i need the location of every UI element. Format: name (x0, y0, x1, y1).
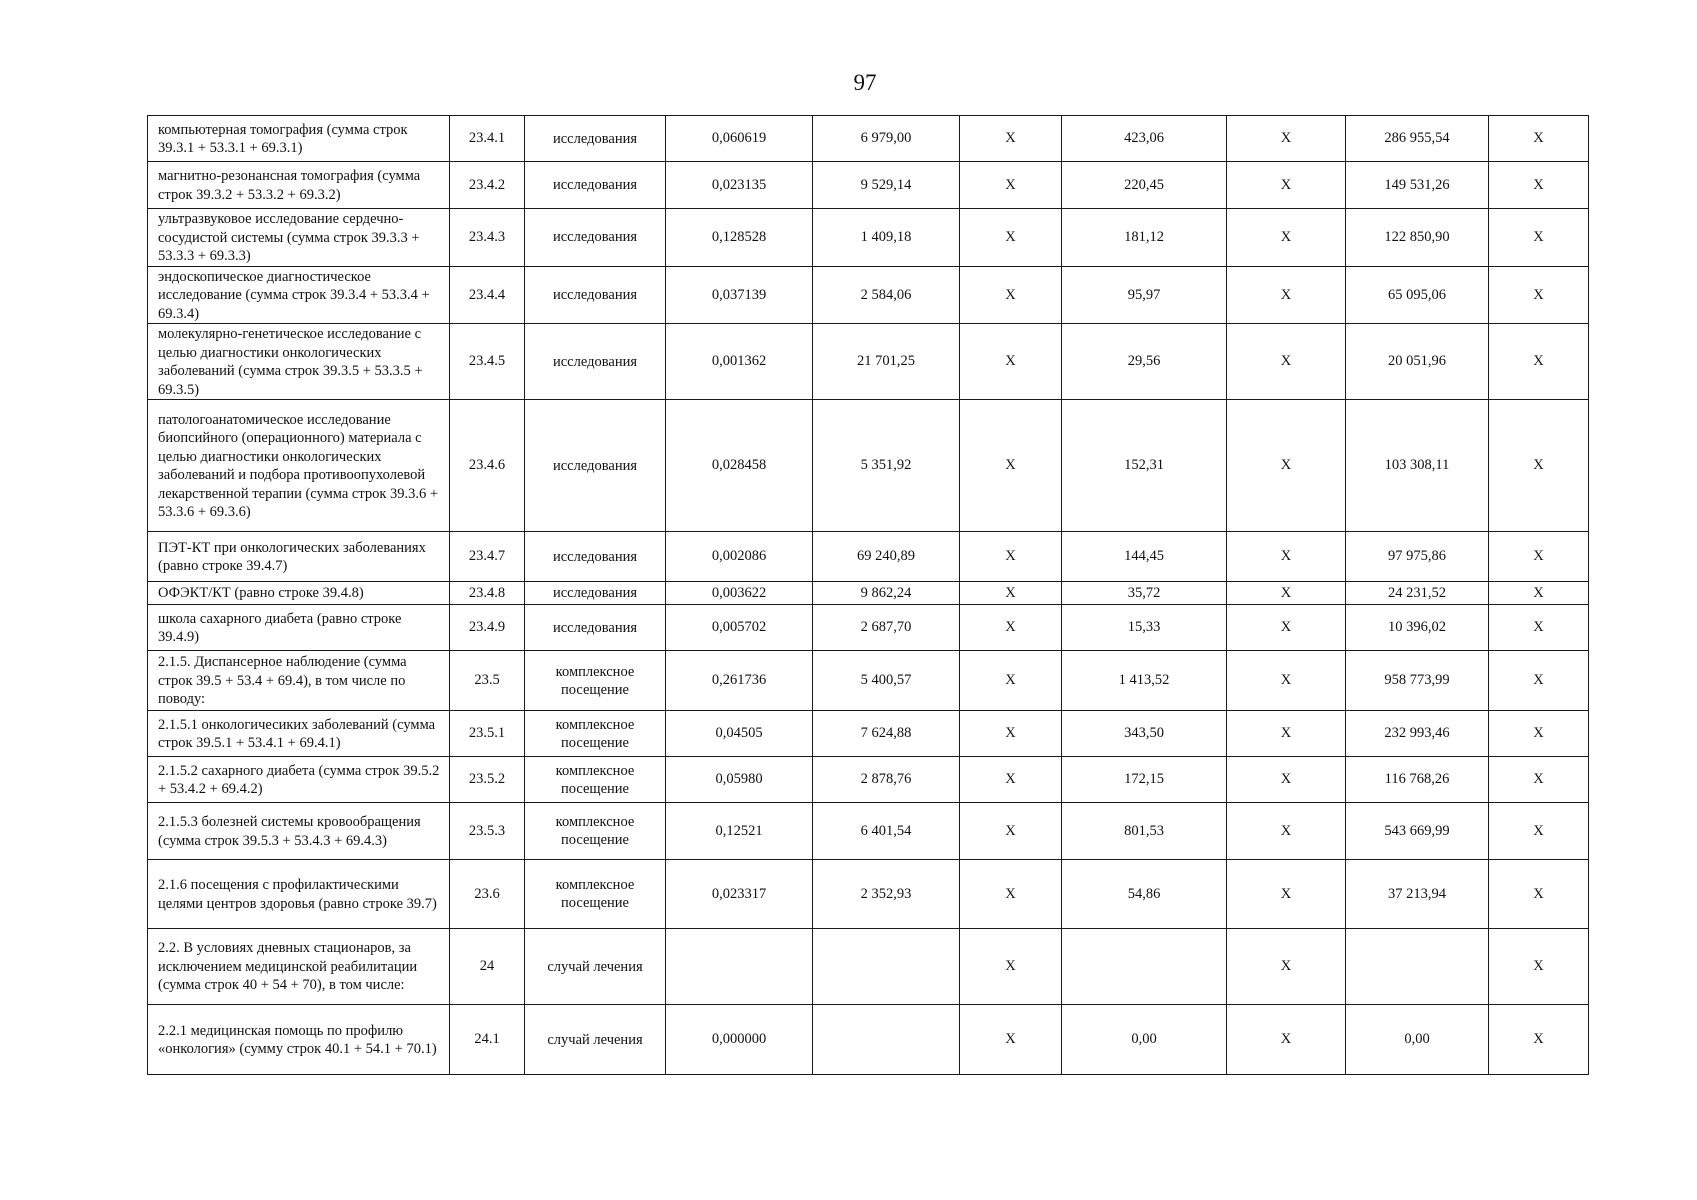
row-name: 2.1.6 посещения с профилактическими целями центров здоровья (равно строке 39.7) (148, 860, 450, 929)
row-total-value: 286 955,54 (1346, 116, 1489, 162)
row-x-mark: X (1489, 605, 1589, 651)
row-per-capita-value: 54,86 (1062, 860, 1227, 929)
row-unit: исследования (525, 209, 666, 267)
row-unit: комплексное посещение (525, 651, 666, 711)
row-unit: исследования (525, 266, 666, 324)
row-code: 23.4.3 (450, 209, 525, 267)
row-cost-value: 21 701,25 (813, 324, 960, 400)
row-total-value: 122 850,90 (1346, 209, 1489, 267)
row-code: 23.5.1 (450, 711, 525, 757)
row-total-value: 103 308,11 (1346, 400, 1489, 532)
row-x-mark: X (960, 651, 1062, 711)
row-x-mark: X (960, 116, 1062, 162)
row-code: 23.4.5 (450, 324, 525, 400)
row-name: эндоскопическое диагностическое исследование (сумма строк 39.3.4 + 53.3.4 + 69.3.4) (148, 266, 450, 324)
row-per-capita-value: 181,12 (1062, 209, 1227, 267)
table-body (148, 116, 1589, 1075)
row-norm-value: 0,023317 (666, 860, 813, 929)
row-norm-value: 0,12521 (666, 803, 813, 860)
row-x-mark: X (1489, 532, 1589, 582)
row-total-value: 10 396,02 (1346, 605, 1489, 651)
row-norm-value (666, 929, 813, 1005)
row-total-value (1346, 929, 1489, 1005)
row-x-mark: X (1489, 929, 1589, 1005)
row-per-capita-value: 95,97 (1062, 266, 1227, 324)
row-total-value: 20 051,96 (1346, 324, 1489, 400)
row-total-value: 0,00 (1346, 1005, 1489, 1075)
row-norm-value: 0,037139 (666, 266, 813, 324)
row-x-mark: X (1227, 929, 1346, 1005)
row-per-capita-value: 15,33 (1062, 605, 1227, 651)
table-row (148, 266, 1589, 324)
row-x-mark: X (1227, 266, 1346, 324)
row-x-mark: X (960, 532, 1062, 582)
table-row (148, 860, 1589, 929)
row-name: магнитно-резонансная томография (сумма строк 39.3.2 + 53.3.2 + 69.3.2) (148, 162, 450, 209)
row-cost-value: 9 862,24 (813, 582, 960, 605)
row-unit: случай лечения (525, 929, 666, 1005)
row-x-mark: X (1227, 803, 1346, 860)
row-norm-value: 0,003622 (666, 582, 813, 605)
row-cost-value (813, 929, 960, 1005)
row-x-mark: X (960, 400, 1062, 532)
row-unit: исследования (525, 532, 666, 582)
row-code: 24 (450, 929, 525, 1005)
table-row (148, 605, 1589, 651)
row-total-value: 149 531,26 (1346, 162, 1489, 209)
row-x-mark: X (1489, 711, 1589, 757)
row-unit: исследования (525, 605, 666, 651)
row-x-mark: X (1489, 116, 1589, 162)
row-x-mark: X (1227, 162, 1346, 209)
row-name: школа сахарного диабета (равно строке 39.4.9) (148, 605, 450, 651)
row-code: 24.1 (450, 1005, 525, 1075)
row-per-capita-value: 152,31 (1062, 400, 1227, 532)
row-x-mark: X (960, 1005, 1062, 1075)
data-table (147, 115, 1589, 1075)
row-unit: исследования (525, 324, 666, 400)
row-cost-value: 2 352,93 (813, 860, 960, 929)
row-norm-value: 0,128528 (666, 209, 813, 267)
row-total-value: 232 993,46 (1346, 711, 1489, 757)
row-unit: исследования (525, 400, 666, 532)
row-x-mark: X (960, 803, 1062, 860)
row-x-mark: X (1489, 324, 1589, 400)
row-x-mark: X (960, 605, 1062, 651)
row-norm-value: 0,05980 (666, 757, 813, 803)
row-total-value: 116 768,26 (1346, 757, 1489, 803)
row-x-mark: X (1227, 400, 1346, 532)
row-cost-value: 9 529,14 (813, 162, 960, 209)
row-per-capita-value: 1 413,52 (1062, 651, 1227, 711)
row-name: патологоанатомическое исследование биопсийного (операционного) материала с целью диагностики онкологических заболеваний и подбора противоопухолевой лекарственной терапии (сумма строк 39.3.6 + 53.3.6 + 69.3.6) (148, 400, 450, 532)
row-code: 23.4.8 (450, 582, 525, 605)
row-per-capita-value: 801,53 (1062, 803, 1227, 860)
table-row (148, 162, 1589, 209)
row-total-value: 958 773,99 (1346, 651, 1489, 711)
row-norm-value: 0,023135 (666, 162, 813, 209)
row-x-mark: X (1489, 162, 1589, 209)
table-row (148, 532, 1589, 582)
page-number: 97 (853, 70, 877, 95)
table-row (148, 324, 1589, 400)
row-name: 2.2.1 медицинская помощь по профилю «онкология» (сумму строк 40.1 + 54.1 + 70.1) (148, 1005, 450, 1075)
row-x-mark: X (1227, 757, 1346, 803)
table-row (148, 929, 1589, 1005)
row-code: 23.4.4 (450, 266, 525, 324)
row-x-mark: X (960, 757, 1062, 803)
row-name: 2.1.5.1 онкологичесиких заболеваний (сумма строк 39.5.1 + 53.4.1 + 69.4.1) (148, 711, 450, 757)
row-cost-value: 2 687,70 (813, 605, 960, 651)
row-norm-value: 0,028458 (666, 400, 813, 532)
row-norm-value: 0,005702 (666, 605, 813, 651)
row-code: 23.5.3 (450, 803, 525, 860)
row-total-value: 37 213,94 (1346, 860, 1489, 929)
row-x-mark: X (960, 266, 1062, 324)
row-norm-value: 0,060619 (666, 116, 813, 162)
row-name: ультразвуковое исследование сердечно-сосудистой системы (сумма строк 39.3.3 + 53.3.3 + 69.3.3) (148, 209, 450, 267)
row-norm-value: 0,000000 (666, 1005, 813, 1075)
row-code: 23.5 (450, 651, 525, 711)
row-x-mark: X (1227, 582, 1346, 605)
row-x-mark: X (1489, 651, 1589, 711)
row-unit: исследования (525, 116, 666, 162)
row-code: 23.4.1 (450, 116, 525, 162)
row-x-mark: X (1227, 651, 1346, 711)
row-x-mark: X (1227, 711, 1346, 757)
row-unit: комплексное посещение (525, 803, 666, 860)
row-per-capita-value: 35,72 (1062, 582, 1227, 605)
row-name: 2.1.5.3 болезней системы кровообращения (сумма строк 39.5.3 + 53.4.3 + 69.4.3) (148, 803, 450, 860)
row-per-capita-value: 343,50 (1062, 711, 1227, 757)
row-per-capita-value: 423,06 (1062, 116, 1227, 162)
row-norm-value: 0,04505 (666, 711, 813, 757)
table-row (148, 757, 1589, 803)
row-x-mark: X (1227, 209, 1346, 267)
table-row (148, 711, 1589, 757)
row-x-mark: X (1227, 116, 1346, 162)
row-name: компьютерная томография (сумма строк 39.3.1 + 53.3.1 + 69.3.1) (148, 116, 450, 162)
row-unit: комплексное посещение (525, 757, 666, 803)
row-per-capita-value: 220,45 (1062, 162, 1227, 209)
row-x-mark: X (1489, 209, 1589, 267)
row-cost-value (813, 1005, 960, 1075)
row-name: 2.2. В условиях дневных стационаров, за исключением медицинской реабилитации (сумма строк 40 + 54 + 70), в том числе: (148, 929, 450, 1005)
row-total-value: 97 975,86 (1346, 532, 1489, 582)
row-cost-value: 2 878,76 (813, 757, 960, 803)
row-name: ПЭТ-КТ при онкологических заболеваниях (равно строке 39.4.7) (148, 532, 450, 582)
row-cost-value: 5 351,92 (813, 400, 960, 532)
table-row (148, 582, 1589, 605)
row-total-value: 543 669,99 (1346, 803, 1489, 860)
row-unit: исследования (525, 162, 666, 209)
table-row (148, 116, 1589, 162)
row-unit: случай лечения (525, 1005, 666, 1075)
row-x-mark: X (960, 162, 1062, 209)
row-x-mark: X (960, 324, 1062, 400)
row-total-value: 65 095,06 (1346, 266, 1489, 324)
row-x-mark: X (1227, 324, 1346, 400)
row-x-mark: X (1489, 803, 1589, 860)
row-x-mark: X (960, 582, 1062, 605)
table-row (148, 400, 1589, 532)
row-cost-value: 7 624,88 (813, 711, 960, 757)
row-cost-value: 6 979,00 (813, 116, 960, 162)
row-code: 23.4.9 (450, 605, 525, 651)
table-row (148, 651, 1589, 711)
row-x-mark: X (960, 860, 1062, 929)
row-x-mark: X (1227, 532, 1346, 582)
row-unit: исследования (525, 582, 666, 605)
row-norm-value: 0,001362 (666, 324, 813, 400)
row-cost-value: 6 401,54 (813, 803, 960, 860)
row-x-mark: X (1489, 582, 1589, 605)
row-per-capita-value: 29,56 (1062, 324, 1227, 400)
row-norm-value: 0,002086 (666, 532, 813, 582)
row-x-mark: X (1227, 605, 1346, 651)
row-unit: комплексное посещение (525, 860, 666, 929)
row-x-mark: X (1227, 1005, 1346, 1075)
row-x-mark: X (1489, 400, 1589, 532)
row-name: молекулярно-генетическое исследование с целью диагностики онкологических заболеваний (сумма строк 39.3.5 + 53.3.5 + 69.3.5) (148, 324, 450, 400)
row-per-capita-value (1062, 929, 1227, 1005)
row-x-mark: X (960, 209, 1062, 267)
row-x-mark: X (1227, 860, 1346, 929)
row-code: 23.4.6 (450, 400, 525, 532)
row-name: ОФЭКТ/КТ (равно строке 39.4.8) (148, 582, 450, 605)
row-x-mark: X (960, 929, 1062, 1005)
row-norm-value: 0,261736 (666, 651, 813, 711)
table-row (148, 803, 1589, 860)
row-cost-value: 2 584,06 (813, 266, 960, 324)
row-x-mark: X (1489, 860, 1589, 929)
row-x-mark: X (1489, 757, 1589, 803)
row-x-mark: X (1489, 266, 1589, 324)
row-total-value: 24 231,52 (1346, 582, 1489, 605)
row-name: 2.1.5.2 сахарного диабета (сумма строк 39.5.2 + 53.4.2 + 69.4.2) (148, 757, 450, 803)
row-x-mark: X (960, 711, 1062, 757)
row-code: 23.6 (450, 860, 525, 929)
row-cost-value: 69 240,89 (813, 532, 960, 582)
row-code: 23.4.7 (450, 532, 525, 582)
row-per-capita-value: 0,00 (1062, 1005, 1227, 1075)
row-per-capita-value: 144,45 (1062, 532, 1227, 582)
row-unit: комплексное посещение (525, 711, 666, 757)
row-name: 2.1.5. Диспансерное наблюдение (сумма строк 39.5 + 53.4 + 69.4), в том числе по поводу: (148, 651, 450, 711)
row-cost-value: 1 409,18 (813, 209, 960, 267)
row-per-capita-value: 172,15 (1062, 757, 1227, 803)
table-row (148, 1005, 1589, 1075)
row-code: 23.4.2 (450, 162, 525, 209)
table-row (148, 209, 1589, 267)
row-x-mark: X (1489, 1005, 1589, 1075)
row-code: 23.5.2 (450, 757, 525, 803)
row-cost-value: 5 400,57 (813, 651, 960, 711)
